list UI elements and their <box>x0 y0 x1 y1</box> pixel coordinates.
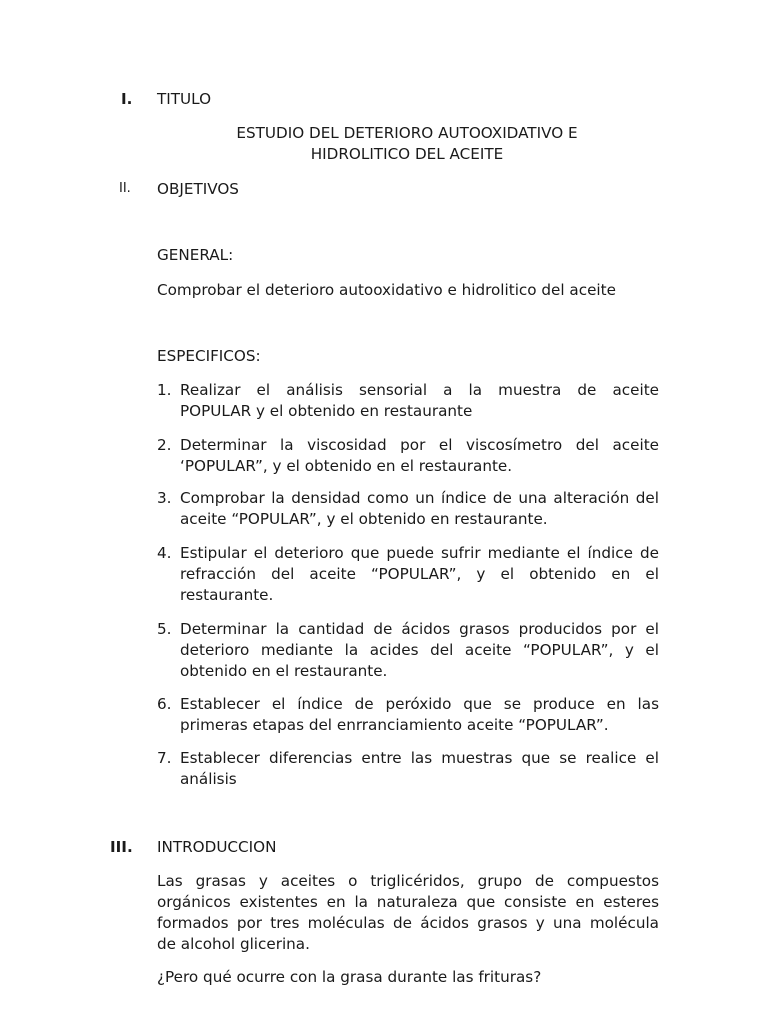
section-numeral-3: III. <box>110 838 133 856</box>
objective-text <box>180 543 659 606</box>
objective-line: análisis <box>180 770 237 788</box>
objective-line: Establecer diferencias entre las muestras que se realice el <box>180 749 659 767</box>
objective-line: Establecer el índice de peróxido que se produce en las <box>180 695 659 713</box>
general-objective-text: Comprobar el deterioro autooxidativo e hidrolitico del aceite <box>157 281 616 299</box>
intro-line: Las grasas y aceites o triglicéridos, grupo de compuestos <box>157 872 659 890</box>
intro-line: formados por tres moléculas de ácidos grasos y una molécula <box>157 914 659 932</box>
intro-line: de alcohol glicerina. <box>157 935 310 953</box>
objective-number: 2. <box>157 436 172 454</box>
document-title <box>157 123 657 165</box>
objective-number: 6. <box>157 695 172 713</box>
section-heading-introduccion: INTRODUCCION <box>157 838 277 856</box>
objective-text <box>180 488 659 530</box>
general-heading: GENERAL: <box>157 246 234 264</box>
objective-number: 7. <box>157 749 172 767</box>
intro-paragraph <box>157 871 659 955</box>
objective-number: 4. <box>157 544 172 562</box>
document-title-line-1: ESTUDIO DEL DETERIORO AUTOOXIDATIVO E <box>236 124 578 142</box>
objective-number: 5. <box>157 620 172 638</box>
objective-number: 1. <box>157 381 172 399</box>
section-heading-objetivos: OBJETIVOS <box>157 180 239 198</box>
objective-line: Determinar la cantidad de ácidos grasos producidos por el <box>180 620 659 638</box>
objective-text <box>180 748 659 790</box>
objective-number: 3. <box>157 489 172 507</box>
objective-text <box>180 435 659 477</box>
objective-text <box>180 380 659 422</box>
objective-line: Estipular el deterioro que puede sufrir mediante el índice de <box>180 544 659 562</box>
objective-line: Realizar el análisis sensorial a la muestra de aceite <box>180 381 659 399</box>
section-heading-titulo: TITULO <box>157 90 212 108</box>
objective-line: deterioro mediante la acides del aceite “POPULAR”, y el <box>180 641 659 659</box>
objective-line: aceite “POPULAR”, y el obtenido en restaurante. <box>180 510 548 528</box>
objective-line: Determinar la viscosidad por el viscosímetro del aceite <box>180 436 659 454</box>
intro-question: ¿Pero qué ocurre con la grasa durante las frituras? <box>157 968 542 986</box>
document-title-line-2: HIDROLITICO DEL ACEITE <box>310 145 504 163</box>
objective-line: Comprobar la densidad como un índice de una alteración del <box>180 489 659 507</box>
objective-line: refracción del aceite “POPULAR”, y el obtenido en el <box>180 565 659 583</box>
objective-line: ‘POPULAR”, y el obtenido en el restaurante. <box>180 457 513 475</box>
objective-line: restaurante. <box>180 586 274 604</box>
especificos-heading: ESPECIFICOS: <box>157 347 261 365</box>
objective-text <box>180 619 659 682</box>
objective-line: obtenido en el restaurante. <box>180 662 388 680</box>
section-numeral-1: I. <box>121 90 133 108</box>
objective-line: primeras etapas del enrranciamiento aceite “POPULAR”. <box>180 716 609 734</box>
objective-text <box>180 694 659 736</box>
objective-line: POPULAR y el obtenido en restaurante <box>180 402 473 420</box>
section-numeral-2: II. <box>119 181 131 196</box>
intro-line: orgánicos existentes en la naturaleza que consiste en esteres <box>157 893 659 911</box>
